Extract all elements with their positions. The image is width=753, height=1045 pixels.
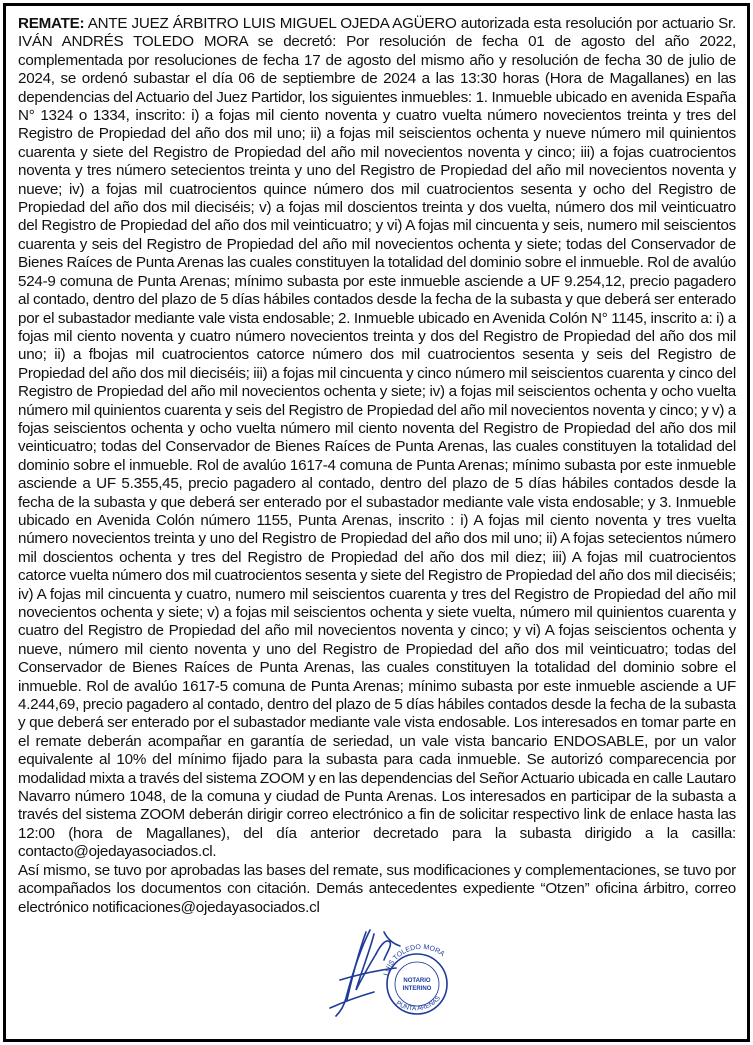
- notice-paragraph-1: [18, 15, 736, 862]
- seal-arc-bottom-text: PUNTA ARENAS: [394, 994, 442, 1013]
- seal-line-1: NOTARIO: [403, 978, 431, 984]
- signature-seal-graphic: [300, 920, 450, 1025]
- notice-lead: REMATE:: [18, 15, 85, 32]
- seal-arc-top-text: LUIS TOLEDO MORA: [383, 943, 446, 977]
- auction-notice: [18, 15, 736, 917]
- notice-body: ANTE JUEZ ÁRBITRO LUIS MIGUEL OJEDA AGÜERO autorizada esta resolución por actuario Sr. IVÁN ANDRÉS TOLEDO MORA se decretó: Por resolución de fecha 01 de agosto del año 2022, complementada por resoluciones de fecha 17 de agosto del mismo año y resolución de fecha 30 de julio de 2024, se ordenó subastar el día 06 de septiembre de 2024 a las 13:30 horas (Hora de Magallanes) en las dependencias del Actuario del Juez Partidor, los siguientes inmuebles: 1. Inmueble ubicado en avenida España N° 1324 o 1334, inscrito: i) a fojas mil ciento noventa y cuatro vuelta número novecientos treinta y tres del Registro de Propiedad del año dos mil uno; ii) a fojas mil seiscientos ochenta y nueve número mil quinientos cuarenta y siete del Registro de Propiedad del año mil novecientos noventa y cinco; iii) a fojas cuatrocientos noventa y tres número setecientos treinta y uno del Registro de Propiedad del año mil novecientos noventa y nueve; iv) a fojas mil cuatrocientos quince número dos mil cuatrocientos sesenta y ocho del Registro de Propiedad del año dos mil dieciséis; v) a fojas mil doscientos treinta y dos vuelta, número dos mil veinticuatro del Registro de Propiedad del año dos mil veinticuatro; y vi) A fojas mil cincuenta y seis, numero mil seiscientos cuarenta y seis del Registro de Propiedad del año mil novecientos ochenta y siete; todas del Conservador de Bienes Raíces de Punta Arenas las cuales constituyen la totalidad del dominio sobre el inmueble. Rol de avalúo 524-9 comuna de Punta Arenas; mínimo subasta por este inmueble asciende a UF 9.254,12, precio pagadero al contado, dentro del plazo de 5 días hábiles contados desde la fecha de la subasta y que deberá ser enterado por el subastador mediante vale vista endosable; 2. Inmueble ubicado en Avenida Colón N° 1145, inscrito a: i) a fojas mil ciento noventa y cuatro número novecientos treinta y dos del Registro de Propiedad del año dos mil uno; ii) a fbojas mil cuatrocientos catorce número dos mil cuatrocientos sesenta y seis del Registro de Propiedad del año dos mil dieciséis; iii) a fojas mil cincuenta y cinco número mil seiscientos cuarenta y cinco del Registro de Propiedad del año mil novecientos ochenta y siete; iv) a fojas mil seiscientos ochenta y ocho vuelta número mil quinientos cuarenta y seis del Registro de Propiedad del año mil novecientos noventa y cinco; y v) a fojas seiscientos ochenta y ocho vuelta número mil ciento noventa del Registro de Propiedad del año dos mil veinticuatro; todas del Conservador de Bienes Raíces de Punta Arenas, las cuales constituyen la totalidad del dominio sobre el inmueble. Rol de avalúo 1617-4 comuna de Punta Arenas; mínimo subasta por este inmueble asciende a UF 5.355,45, precio pagadero al contado, dentro del plazo de 5 días hábiles contados desde la fecha de la subasta y que deberá ser enterado por el subastador mediante vale vista endosable; y 3. Inmueble ubicado en Avenida Colón número 1155, Punta Arenas, inscrito : i) A fojas mil ciento noventa y tres vuelta número novecientos treinta y uno del Registro de Propiedad del año dos mil uno; ii) A fojas setecientos número mil doscientos ochenta y tres del Registro de Propiedad del año dos mil diez; iii) A fojas mil cuatrocientos catorce vuelta número dos mil cuatrocientos sesenta y siete del Registro de Propiedad del año dos mil dieciséis; iv) A fojas mil cincuenta y cuatro, numero mil seiscientos cuarenta y tres del Registro de Propiedad del año mil novecientos ochenta y siete; v) a fojas mil seiscientos ochenta y siete vuelta, número mil quinientos cuarenta y cuatro del Registro de Propiedad del año mil novecientos noventa y cinco; y vi) A fojas seiscientos ochenta y nueve, número mil ciento noventa y uno del Registro de Propiedad del año dos mil veinticuatro; todas del Conservador de Bienes Raíces de Punta Arenas, las cuales constituyen la totalidad del dominio sobre el inmueble. Rol de avalúo 1617-5 comuna de Punta Arenas; mínimo subasta por este inmueble asciende a UF 4.244,69, precio pagadero al contado, dentro del plazo de 5 días hábiles contados desde la fecha de la subasta y que deberá ser enterado por el subastador mediante vale vista endosable. Los interesados en tomar parte en el remate deberán acompañar en garantía de seriedad, un vale vista bancario ENDOSABLE, por un valor equivalente al 10% del mínimo fijado para la subasta para cada inmueble. Se autorizó comparecencia por modalidad mixta a través del sistema ZOOM y en las dependencias del Señor Actuario ubicada en calle Lautaro Navarro número 1048, de la comuna y ciudad de Punta Arenas. Los interesados en participar de la subasta a través del sistema ZOOM deberán dirigir correo electrónico a fin de solicitar respectivo link de enlace hasta las 12:00 (hora de Magallanes), del día anterior decretado para la subasta dirigido a la casilla: contacto@ojedayasociados.cl.: [18, 15, 736, 861]
- notary-seal: [383, 944, 447, 1014]
- signature-and-seal: [300, 920, 450, 1025]
- notice-paragraph-2: Así mismo, se tuvo por aprobadas las bases del remate, sus modificaciones y complementaciones, se tuvo por acompañados los documentos con citación. Demás antecedentes expediente “Otzen” oficina árbitro, correo electrónico notificaciones@ojedayasociados.cl: [18, 861, 736, 916]
- seal-line-2: INTERINO: [402, 986, 432, 992]
